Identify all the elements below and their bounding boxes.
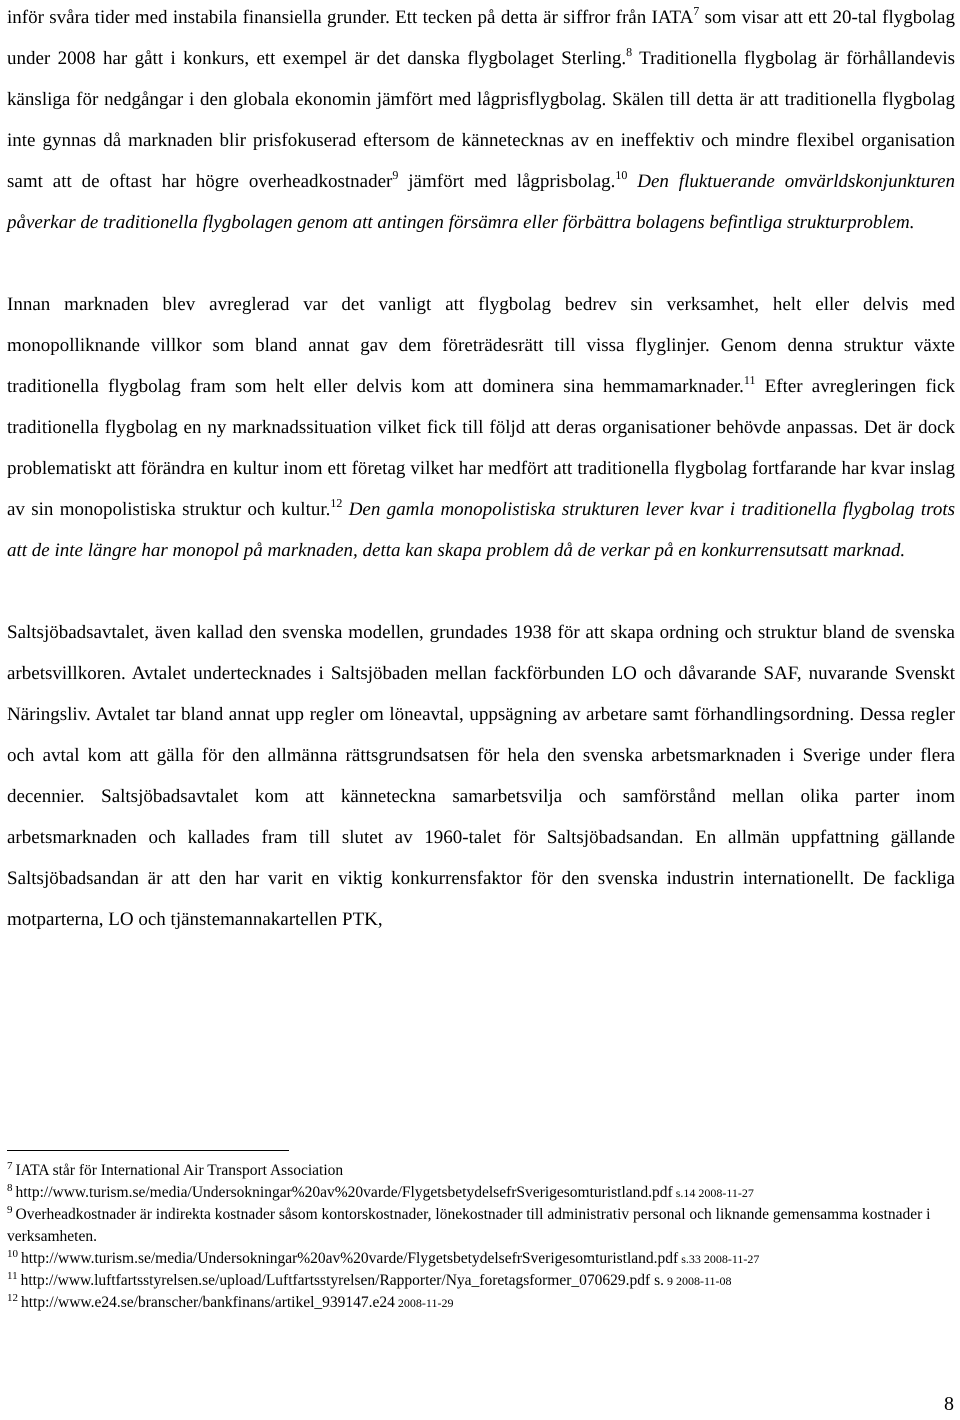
body-paragraph-3 [7,612,955,940]
italic-text: Den fluktuerande omvärldskonjunkturen påverkar de traditionella flygbolagen genom att antingen försämra eller förbättra bolagens befintliga strukturproblem. [7,171,955,233]
footnote-10 [7,1248,955,1270]
footnote-number: 7 [7,1160,13,1172]
footnote-11 [7,1270,955,1292]
footnote-link[interactable]: http://www.e24.se/branscher/bankfinans/artikel_939147.e24 [21,1294,395,1311]
document-page [7,0,955,940]
footnote-suffix: s.33 2008-11-27 [678,1252,760,1266]
footnote-number: 11 [7,1270,18,1282]
footnote-link[interactable]: http://www.turism.se/media/Undersokningar%20av%20varde/FlygetsbetydelsefrSverigesomturistland.pdf [15,1184,673,1201]
paragraph-text: Efter avregleringen fick traditionella flygbolag en ny marknadssituation vilket fick till följd att deras organisationer behövde anpassas. Det är dock problematiskt att förändra en kultur inom ett företag vilket har medfört att traditionella flygbolag fortfarande har kvar inslag av sin monopolistiska struktur och kultur. [7,376,955,520]
footnote-suffix: 9 2008-11-08 [663,1274,732,1288]
footnote-ref-10[interactable]: 10 [615,168,628,182]
footnote-number: 10 [7,1248,18,1260]
paragraph-text: som visar att ett 20-tal flygbolag under 2008 har gått i konkurs, ett exempel är det danska flygbolaget Sterling. [7,7,955,69]
footnote-suffix: 2008-11-29 [394,1296,454,1310]
paragraph-text: Innan marknaden blev avreglerad var det vanligt att flygbolag bedrev sin verksamhet, helt eller delvis med monopolliknande villkor som bland annat gav dem företrädesrätt till vissa flyglinjer. Genom denna struktur växte traditionella flygbolag fram som helt eller delvis kom att dominera sina hemmamarknader. [7,294,955,397]
footnote-12 [7,1292,955,1314]
footnote-number: 8 [7,1182,13,1194]
footnote-ref-9[interactable]: 9 [392,168,399,182]
footnote-8 [7,1182,955,1204]
footnote-ref-8[interactable]: 8 [626,45,633,59]
italic-text: Den gamla monopolistiska strukturen lever kvar i traditionella flygbolag trots att de inte längre har monopol på marknaden, detta kan skapa problem då de verkar på en konkurrensutsatt marknad. [7,499,955,561]
footnote-link[interactable]: http://www.turism.se/media/Undersokningar%20av%20varde/FlygetsbetydelsefrSverigesomturistland.pdf [21,1250,679,1267]
footnote-ref-7[interactable]: 7 [693,4,700,18]
footnotes [7,1160,955,1314]
footnote-separator [7,1150,289,1151]
body-paragraph-2 [7,284,955,571]
footnote-9 [7,1204,955,1248]
footnote-7 [7,1160,955,1182]
paragraph-text: Saltsjöbadsavtalet, även kallad den svenska modellen, grundades 1938 för att skapa ordning och struktur bland de svenska arbetsvillkoren. Avtalet undertecknades i Saltsjöbaden mellan fackförbunden LO och dåvarande SAF, nuvarande Svenskt Näringsliv. Avtalet tar bland annat upp regler om löneavtal, uppsägning av arbetare samt förhandlingsordning. Dessa regler och avtal kom att gälla för den allmänna rättsgrundsatsen för hela den svenska arbetsmarknaden i Sverige under flera decennier. Saltsjöbadsavtalet kom att känneteckna samarbetsvilja och samförstånd mellan olika parter inom arbetsmarknaden och kallades fram till slutet av 1960-talet för Saltsjöbadsandan. En allmän uppfattning gällande Saltsjöbadsandan är att den har varit en viktig konkurrensfaktor för den svenska industrin internationellt. De fackliga motparterna, LO och tjänstemannakartellen PTK, [7,622,955,930]
body-paragraph-1 [7,0,955,243]
footnote-number: 9 [7,1204,13,1216]
footnote-number: 12 [7,1292,18,1304]
footnote-ref-12[interactable]: 12 [330,496,343,510]
paragraph-text: Traditionella flygbolag är förhållandevis känsliga för nedgångar i den globala ekonomin jämfört med lågprisflygbolag. Skälen till detta är att traditionella flygbolag inte gynnas då marknaden blir prisfokuserad eftersom de kännetecknas av en ineffektiv och mindre flexibel organisation samt att de oftast har högre overheadkostnader [7,48,955,192]
paragraph-text: inför svåra tider med instabila finansiella grunder. Ett tecken på detta är siffror från IATA [7,7,694,28]
footnote-suffix: s.14 2008-11-27 [672,1186,754,1200]
footnote-text: IATA står för International Air Transport Association [15,1162,344,1179]
page-number: 8 [944,1393,954,1415]
footnote-link[interactable]: http://www.luftfartsstyrelsen.se/upload/Luftfartsstyrelsen/Rapporter/Nya_foretagsformer_070629.pdf s. [20,1272,664,1289]
paragraph-text: jämfört med lågprisbolag. [398,171,616,192]
footnote-ref-11[interactable]: 11 [743,373,756,387]
footnote-text: Overheadkostnader är indirekta kostnader såsom kontorskostnader, lönekostnader till administrativ personal och liknande gemensamma kostnader i verksamheten. [7,1206,931,1245]
